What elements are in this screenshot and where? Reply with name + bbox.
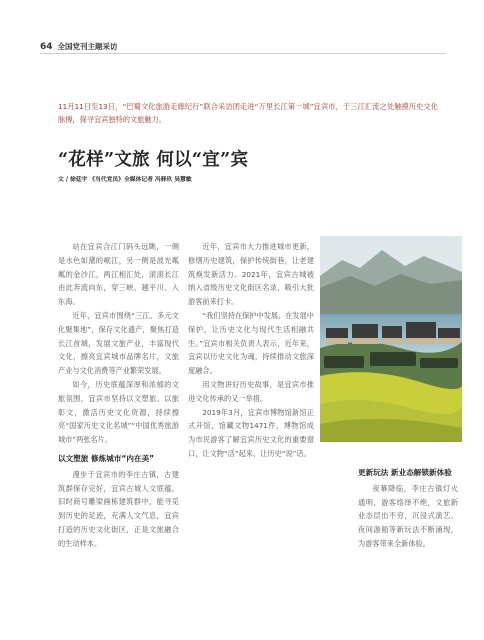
paragraph: “我们坚持在保护中发展、在发展中保护，让历史文化与现代生活相融共生。”宜宾市相关负责人表示，近年来，宜宾以历史文化为魂，持续推动文旅深度融合。 [188,310,314,376]
byline-prefix: 文 / 徐廷宇 [58,177,88,183]
paragraph: 漫步于宜宾市的李庄古镇，古建筑群保存完好，宜宾古城人文底蕴，旧时商号雕梁画栋建筑群中，能寻觅到历史的足迹，充满人文气息，宜宾打造的历史文化街区，正是文旅融合的生动样本。 [58,469,179,548]
article-lede: 11月11日至13日，“巴蜀文化旅游走廊纪行”联合采访团走进“万里长江第一城”宜宾市，于三江汇流之处触摸历史文化脉搏，探寻宜宾独特的文旅魅力。 [58,102,438,124]
section-subhead: 以文塑旅 修炼城市“内在美” [58,453,155,463]
header-rule [40,53,446,54]
town-photo [320,236,462,442]
section-subhead: 更新玩法 新业态解锁新体验 [358,468,452,477]
section-title: 全国党刊主题采访 [57,42,118,51]
byline-authors: 冯驿玖 吴慧敏 [154,177,192,183]
article-column-3 [358,461,458,551]
paragraph: 用文物讲好历史故事，是宜宾市推进文化传承的又一举措。 [188,379,314,403]
page-number: 64 [40,42,53,52]
riverside-town-image [320,236,462,442]
article-headline: “花样”文旅 何以“宜”宾 [58,150,249,170]
byline-outlet: 《当代党员》全媒体记者 [89,177,153,183]
paragraph: 近年，宜宾市围绕“三江、多元文化聚集地”，保存文化遗产，聚焦打造长江首城，发展文旅产业，丰富现代文化，擦亮宜宾城市品牌名片，文旅产业与文化消费等产业繁荣发展。 [58,310,179,376]
paragraph: 夜幕降临，李庄古镇灯火通明，游客络绎不绝，文旅新业态层出不穷，沉浸式演艺、夜间游船等新玩法不断涌现，为游客带来全新体验。 [358,483,458,548]
paragraph: 如今，历史底蕴深厚和浓郁的文旅氛围，宜宾市坚持以文塑旅、以旅彰文，激活历史文化资源，持续擦亮“国家历史文化名城”“中国优秀旅游城市”两张名片。 [58,379,179,445]
paragraph: 2019年3月，宜宾市博物馆新馆正式开馆，馆藏文物1471件，博物馆成为市民游客了解宜宾历史文化的重要窗口，让文物“活”起来、让历史“说”话。 [188,407,314,458]
article-column-1 [58,240,179,551]
article-column-2 [188,240,314,461]
paragraph: 近年，宜宾市大力推进城市更新，修缮历史建筑，保护传统街巷，让老建筑焕发新活力。2021年，宜宾古城被纳入省级历史文化街区名录，吸引大批游客前来打卡。 [188,242,314,307]
paragraph: 站在宜宾合江门码头远眺，一侧是水色如黛的岷江，另一侧是波光粼粼的金沙江，两江相汇处，滚滚长江由此奔流向东，穿三峡、越平川、入东海。 [58,242,179,307]
running-head [40,41,118,52]
byline [58,174,192,183]
